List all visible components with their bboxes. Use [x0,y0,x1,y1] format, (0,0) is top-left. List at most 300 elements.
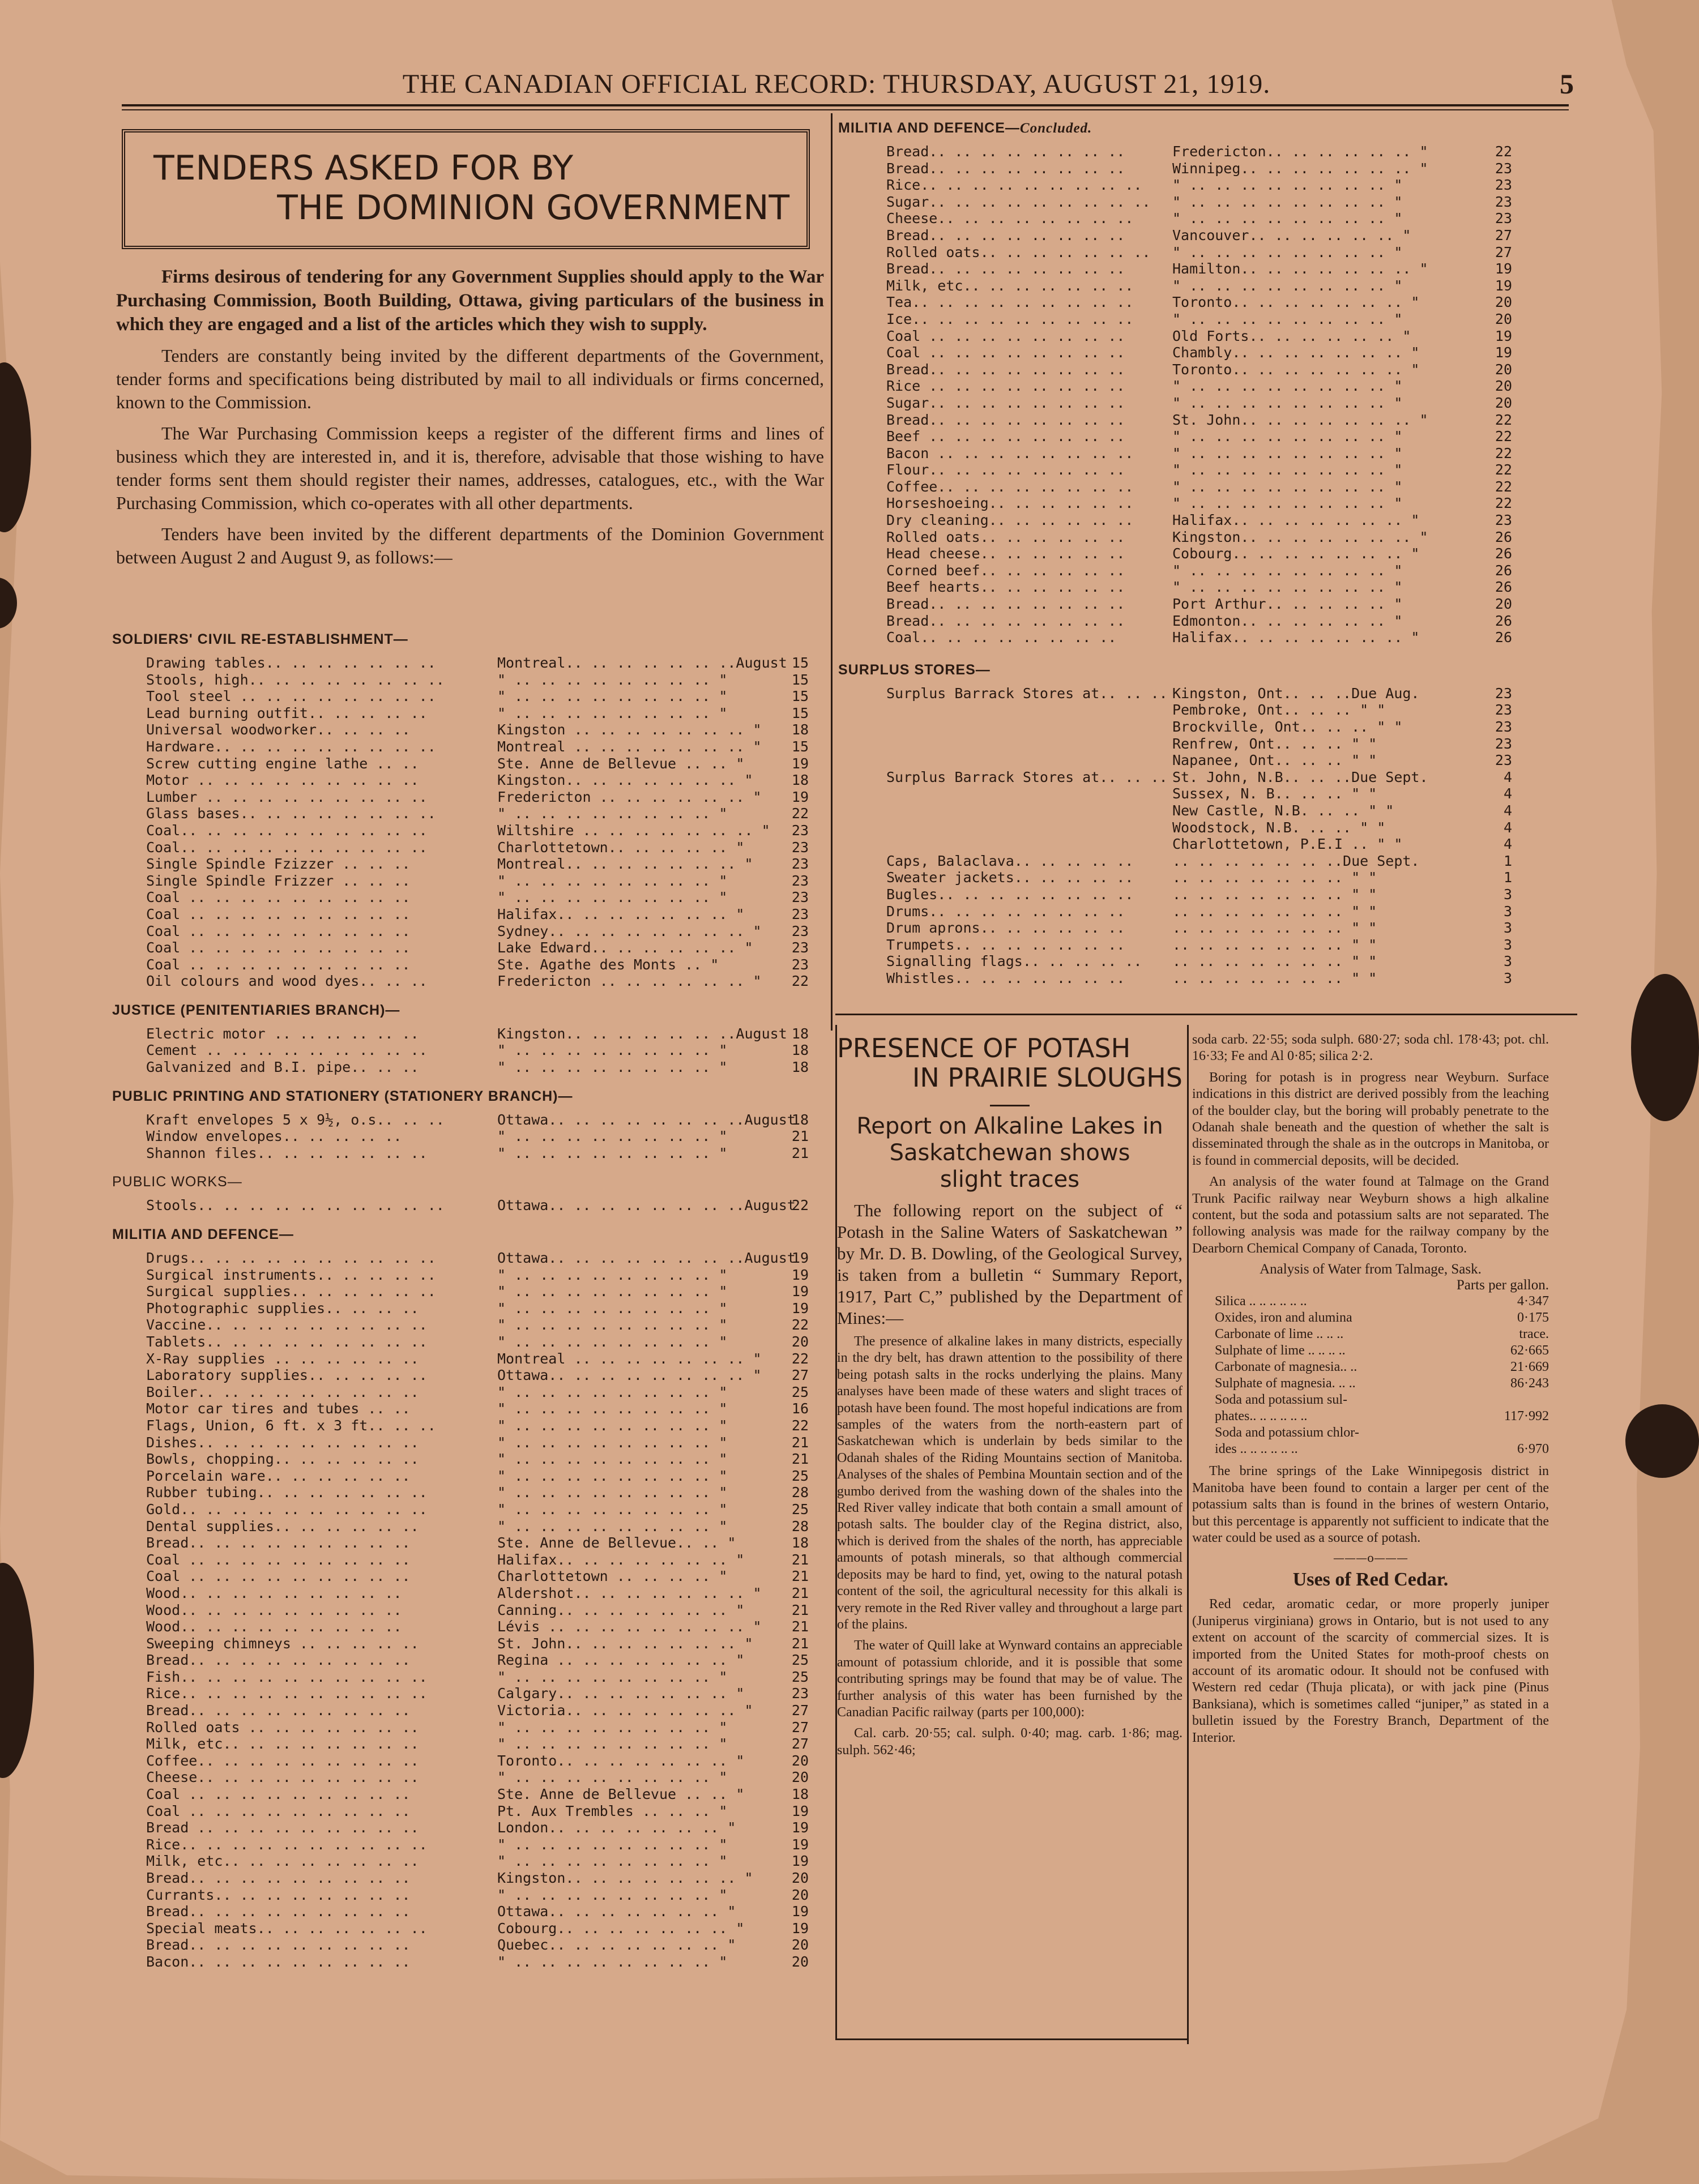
item-cell: Dry cleaning.. .. .. .. .. .. [886,512,1134,529]
item-cell: Horseshoeing.. .. .. .. .. .. [886,495,1134,512]
location-cell: Ste. Agathe des Monts .. " [497,956,719,973]
item-cell [838,752,1172,769]
location-cell: .. .. .. .. .. .. .. " " [1172,969,1377,986]
item-cell: Currants.. .. .. .. .. .. .. .. [146,1886,411,1903]
tender-row [112,1484,826,1501]
item-cell: Drugs.. .. .. .. .. .. .. .. .. .. [146,1250,436,1267]
location-cell: Napanee, Ont.. .. .. " " [1172,752,1377,769]
item-cell: Bread.. .. .. .. .. .. .. .. .. [146,1937,411,1954]
location-cell: " .. .. .. .. .. .. .. .. " [497,1886,728,1903]
item-cell: Rolled oats .. .. .. .. .. .. .. [146,1719,419,1736]
analysis-row [1192,1343,1549,1359]
intro-para-3: The War Purchasing Commission keeps a register of the different firms and lines of business which they are interested in, and it is, therefore, advisable that those wishing to have tender forms sent them should register their names, addresses, catalogues, etc., with the War Purchasing Commission, which co-operates with all other departments. [116,423,824,513]
item-cell: Window envelopes.. .. .. .. .. [146,1128,402,1145]
location-cell: Kingston.. .. .. .. .. .. .. " [497,772,753,789]
date-cell: 27 [1495,243,1512,260]
location-cell: " .. .. .. .. .. .. .. .. " [497,1283,728,1300]
item-cell: Milk, etc.. .. .. .. .. .. .. .. [146,1736,419,1753]
date-cell: 3 [1503,969,1512,986]
date-cell: 21 [791,1568,809,1585]
date-cell: 22 [1495,495,1512,512]
tender-row [112,655,826,672]
item-cell: Coal .. .. .. .. .. .. .. .. .. [146,1551,411,1568]
potash-para-3: Cal. carb. 20·55; cal. sulph. 0·40; mag. carb. 1·86; mag. sulph. 562·46; [837,1726,1183,1758]
potash-article-col2 [1192,1032,1549,1751]
item-cell: Galvanized and B.I. pipe.. .. .. [146,1059,419,1076]
location-cell: Halifax.. .. .. .. .. .. .. " [497,1551,745,1568]
location-cell: " .. .. .. .. .. .. .. .. " [1172,310,1403,327]
item-cell: Bread.. .. .. .. .. .. .. .. [886,411,1125,428]
item-cell: Bacon.. .. .. .. .. .. .. .. .. [146,1953,411,1970]
item-cell: Beef .. .. .. .. .. .. .. .. [886,428,1125,445]
analysis-row [1192,1375,1549,1392]
tender-row [112,1250,826,1267]
date-cell: 20 [791,1334,809,1350]
date-cell: 16 [791,1400,809,1417]
date-cell: 20 [791,1769,809,1786]
location-cell: " .. .. .. .. .. .. .. .. " [497,1128,728,1145]
item-cell: Rice.. .. .. .. .. .. .. .. .. .. [146,1685,428,1702]
item-cell: Porcelain ware.. .. .. .. .. .. [146,1467,411,1484]
item-cell: Stools.. .. .. .. .. .. .. .. .. .. [146,1197,445,1214]
location-cell: " .. .. .. .. .. .. .. .. " [1172,579,1403,596]
surplus-row [838,736,1574,753]
tender-row [112,1652,826,1669]
date-cell: 22 [1495,411,1512,428]
location-cell: " .. .. .. .. .. .. .. .. " [497,1451,728,1468]
date-cell: 25 [791,1668,809,1685]
item-cell: Coal .. .. .. .. .. .. .. .. .. [146,939,411,956]
analysis-substance: Carbonate of lime .. .. .. [1215,1327,1344,1342]
right-tender-tables [838,120,1574,987]
location-cell: " .. .. .. .. .. .. .. .. " [1172,378,1403,395]
date-cell: 1 [1503,852,1512,869]
item-cell: Tool steel .. .. .. .. .. .. .. .. [146,688,436,705]
location-cell: Halifax.. .. .. .. .. .. .. " [1172,512,1420,529]
item-cell: Ice.. .. .. .. .. .. .. .. .. [886,310,1134,327]
item-cell: Surplus Barrack Stores at.. .. .. [886,685,1168,702]
date-cell: 15 [791,655,809,671]
location-cell: Quebec.. .. .. .. .. .. .. " [497,1937,736,1954]
tender-row [112,721,826,738]
surplus-row [838,836,1574,853]
militia-row [838,596,1574,613]
location-cell: London.. .. .. .. .. .. .. " [497,1819,736,1836]
stain-right-2 [1625,1404,1699,1478]
date-cell: 1 [1503,869,1512,886]
location-cell: " .. .. .. .. .. .. .. .. " [1172,445,1403,461]
date-cell: 21 [791,1635,809,1652]
location-cell: Hamilton.. .. .. .. .. .. .. " [1172,260,1428,277]
date-cell: 20 [1495,378,1512,395]
tender-row [112,1870,826,1887]
item-cell: Boiler.. .. .. .. .. .. .. .. .. [146,1383,419,1400]
tender-row [112,1685,826,1702]
section-heading: JUSTICE (PENITENTIARIES BRANCH)— [112,1002,400,1018]
item-cell: Dental supplies.. .. .. .. .. .. [146,1518,419,1535]
date-cell: 19 [791,1903,809,1920]
date-cell: 18 [791,1042,809,1059]
date-cell: 21 [791,1618,809,1635]
item-cell: Rubber tubing.. .. .. .. .. .. .. [146,1484,428,1501]
date-cell: 23 [791,856,809,873]
tender-row [112,1618,826,1635]
tender-row [112,1853,826,1870]
item-cell: Coal .. .. .. .. .. .. .. .. .. [146,956,411,973]
location-cell: St. John.. .. .. .. .. .. .. " [1172,411,1428,428]
location-cell: " .. .. .. .. .. .. .. .. " [497,872,728,889]
tender-row [112,1417,826,1434]
militia-row [838,328,1574,345]
location-cell: Old Forts.. .. .. .. .. .. " [1172,327,1411,344]
tender-row [112,906,826,923]
item-cell: Cheese.. .. .. .. .. .. .. .. [886,210,1134,227]
item-cell: Sweater jackets.. .. .. .. .. [886,869,1134,886]
tender-row [112,1518,826,1535]
militia-row [838,512,1574,529]
location-cell: " .. .. .. .. .. .. .. .. " [497,1518,728,1535]
date-cell: 22 [791,805,809,822]
date-cell: 15 [791,688,809,705]
date-cell: 19 [791,1819,809,1836]
location-cell: Charlottetown, P.E.I .. " " [1172,836,1403,853]
cedar-separator: ———o——— [1333,1551,1408,1565]
location-cell: Calgary.. .. .. .. .. .. .. " [497,1685,745,1702]
tender-row [112,1719,826,1736]
date-cell: 23 [791,905,809,922]
date-cell: 20 [791,1953,809,1970]
date-cell: 18 [791,1786,809,1803]
analysis-value: 86·243 [1510,1376,1549,1391]
location-cell: " .. .. .. .. .. .. .. .. " [497,1434,728,1451]
date-cell: 25 [791,1383,809,1400]
tender-row [112,1451,826,1468]
tender-row [112,1836,826,1853]
page-number: 5 [1560,68,1574,100]
item-cell: Lead burning outfit.. .. .. .. .. [146,704,428,721]
date-cell: 19 [791,1853,809,1870]
item-cell: Sugar.. .. .. .. .. .. .. .. [886,394,1125,411]
date-cell: 20 [1495,294,1512,311]
intro-text [116,265,824,577]
potash-sub-2: Saskatchewan shows [889,1140,1130,1166]
item-cell: Photographic supplies.. .. .. .. [146,1300,419,1317]
item-cell: Bread.. .. .. .. .. .. .. .. .. [146,1870,411,1886]
date-cell: 19 [1495,327,1512,344]
surplus-row [838,937,1574,954]
potash-para-2: The water of Quill lake at Wynward contains an appreciable amount of potassium chloride, and it is possible that some contributing springs may be found that may be of value. The further analysis of this water has been furnished by the Canadian Pacific railway (parts per 100,000): [837,1638,1183,1720]
item-cell: Bread.. .. .. .. .. .. .. .. .. [146,1535,411,1552]
date-cell: 28 [791,1518,809,1535]
date-cell: 20 [1495,394,1512,411]
location-cell: Pt. Aux Trembles .. .. .. " [497,1802,728,1819]
location-cell: " .. .. .. .. .. .. .. .. " [497,1467,728,1484]
surplus-row [838,920,1574,937]
location-cell: " .. .. .. .. .. .. .. .. " [1172,193,1403,210]
item-cell: Bread.. .. .. .. .. .. .. .. [886,260,1125,277]
tender-row [112,1568,826,1585]
date-cell: 19 [1495,260,1512,277]
analysis-row [1192,1359,1549,1375]
item-cell: Kraft envelopes 5 x 9½, o.s.. .. .. [146,1111,445,1128]
potash-col2-para-3: An analysis of the water found at Talmage on the Grand Trunk Pacific railway near Weyburn shows a high alkaline content, but the soda and potassium salts are not separated. The following analysis was made for the railway company by the Dearborn Chemical Company of Canada, Toronto. [1192,1174,1549,1256]
tender-row [112,1317,826,1334]
tender-row [112,1334,826,1350]
location-cell: Ste. Anne de Bellevue .. .. " [497,1786,745,1803]
location-cell: " .. .. .. .. .. .. .. .. " [1172,478,1403,495]
location-cell: Kingston.. .. .. .. .. .. ..August [497,1025,787,1042]
date-cell: 26 [1495,545,1512,562]
date-cell: 26 [1495,579,1512,596]
analysis-title: Analysis of Water from Talmage, Sask. [1260,1262,1482,1277]
militia-concluded-title: MILITIA AND DEFENCE— [838,120,1020,136]
item-cell: Coal .. .. .. .. .. .. .. .. .. [146,905,411,922]
item-cell: Coal .. .. .. .. .. .. .. .. .. [146,922,411,939]
date-cell: 23 [1495,719,1512,735]
date-cell: 21 [791,1551,809,1568]
item-cell: Bread.. .. .. .. .. .. .. .. .. [146,1652,411,1669]
item-cell: Coal.. .. .. .. .. .. .. .. [886,629,1117,646]
location-cell: " .. .. .. .. .. .. .. .. " [497,1417,728,1434]
potash-lead: The following report on the subject of “ Potash in the Saline Waters of Saskatchewan ” by Mr. D. B. Dowling, of the Geological Survey, is taken from a bulletin “ Summary Report, 1917, Part C,” published by the Department of Mines:— [837,1200,1183,1328]
location-cell: " .. .. .. .. .. .. .. .. " [497,1853,728,1870]
item-cell: Bread.. .. .. .. .. .. .. .. [886,143,1125,160]
item-cell: Wood.. .. .. .. .. .. .. .. .. [146,1601,402,1618]
location-cell: Ottawa.. .. .. .. .. .. .. ..August [497,1111,796,1128]
date-cell: 23 [791,889,809,906]
date-cell: 28 [791,1484,809,1501]
militia-row [838,579,1574,596]
location-cell: " .. .. .. .. .. .. .. .. " [497,1383,728,1400]
date-cell: 23 [1495,685,1512,702]
location-cell: Edmonton.. .. .. .. .. .. " [1172,612,1403,629]
militia-row [838,445,1574,462]
date-cell: 23 [1495,177,1512,194]
potash-col2-para-1: soda carb. 22·55; soda sulph. 680·27; soda chl. 178·43; pot. chl. 16·33; Fe and Al 0·85; silica 2·2. [1192,1032,1549,1064]
militia-row [838,562,1574,579]
item-cell: Cement .. .. .. .. .. .. .. .. .. [146,1042,428,1059]
surplus-row [838,785,1574,802]
surplus-row [838,970,1574,987]
date-cell: 26 [1495,562,1512,579]
location-cell: " .. .. .. .. .. .. .. .. " [497,671,728,688]
location-cell: " .. .. .. .. .. .. .. .. " [497,1736,728,1753]
item-cell: Hardware.. .. .. .. .. .. .. .. .. [146,738,436,755]
section-rows [112,1025,826,1076]
date-cell: 20 [1495,361,1512,378]
date-cell: 23 [791,872,809,889]
article-top-rule [835,1014,1577,1015]
item-cell: Laboratory supplies.. .. .. .. .. [146,1367,428,1384]
date-cell: 27 [791,1736,809,1753]
analysis-row [1192,1425,1549,1441]
item-cell: Coal .. .. .. .. .. .. .. .. .. [146,1802,411,1819]
item-cell: Trumpets.. .. .. .. .. .. .. [886,936,1125,953]
date-cell: 21 [791,1434,809,1451]
date-cell: 22 [1495,461,1512,478]
militia-concluded-heading [838,120,1574,136]
intro-para-2: Tenders are constantly being invited by the different departments of the Government, tender forms and specifications being distributed by mail to all individuals or firms concerned, known to the Commission. [116,345,824,412]
intro-para-1: Firms desirous of tendering for any Government Supplies should apply to the War Purchasing Commission, Booth Building, Ottawa, giving particulars of the business in which they are engaged and a list of the articles which they wish to supply. [116,267,824,335]
item-cell: Shannon files.. .. .. .. .. .. .. [146,1144,428,1161]
date-cell: 21 [791,1451,809,1468]
date-cell: 19 [791,1802,809,1819]
item-cell: Oil colours and wood dyes.. .. .. [146,973,428,990]
item-cell: Surgical supplies.. .. .. .. .. .. [146,1283,436,1300]
item-cell: Coal .. .. .. .. .. .. .. .. .. [146,889,411,906]
date-cell: 3 [1503,903,1512,920]
item-cell: Bugles.. .. .. .. .. .. .. .. [886,886,1134,903]
militia-row [838,629,1574,646]
date-cell: 23 [1495,512,1512,529]
tender-row [112,856,826,873]
date-cell: 20 [1495,596,1512,613]
date-cell: 4 [1503,802,1512,819]
tender-row [112,1602,826,1619]
date-cell: 23 [1495,735,1512,752]
item-cell: Rice.. .. .. .. .. .. .. .. .. [886,177,1142,194]
date-cell: 4 [1503,836,1512,853]
date-cell: 18 [791,1535,809,1552]
tender-row [112,705,826,722]
item-cell: Coal.. .. .. .. .. .. .. .. .. .. [146,839,428,856]
item-cell: Single Spindle Fzizzer .. .. .. [146,856,411,873]
location-cell: Renfrew, Ont.. .. .. " " [1172,735,1377,752]
location-cell: " .. .. .. .. .. .. .. .. " [497,1668,728,1685]
location-cell: Chambly.. .. .. .. .. .. .. " [1172,344,1420,361]
location-cell: " .. .. .. .. .. .. .. .. " [497,805,728,822]
item-cell: Special meats.. .. .. .. .. .. .. [146,1920,428,1937]
item-cell: Bread.. .. .. .. .. .. .. .. [886,596,1125,613]
tender-row [112,873,826,890]
item-cell: Fish.. .. .. .. .. .. .. .. .. .. [146,1668,428,1685]
item-cell [838,736,1172,753]
surplus-row [838,853,1574,870]
date-cell: 15 [791,704,809,721]
item-cell: Wood.. .. .. .. .. .. .. .. .. [146,1618,402,1635]
militia-row [838,277,1574,294]
location-cell: Halifax.. .. .. .. .. .. .. " [497,905,745,922]
analysis-substance: Oxides, iron and alumina [1215,1310,1352,1326]
location-cell: " .. .. .. .. .. .. .. .. " [497,1144,728,1161]
potash-sub-1: Report on Alkaline Lakes in [856,1113,1163,1139]
tender-row [112,1350,826,1367]
location-cell: Toronto.. .. .. .. .. .. .. " [1172,361,1420,378]
militia-row [838,412,1574,429]
surplus-row [838,953,1574,970]
item-cell: Rice.. .. .. .. .. .. .. .. .. .. [146,1836,428,1853]
analysis-table [1192,1293,1549,1458]
date-cell: 22 [791,973,809,990]
stain-right-1 [1631,974,1699,1121]
cedar-body: Red cedar, aromatic cedar, or more properly juniper (Juniperus virginiana) grows in Ontario, but is not used to any extent on account of the scarcity of commercial sizes. It is imported from the United States for moth-proof chests on account of its aromatic odour. It should not be confused with Western red cedar (Thuja plicata), or with jack pine (Pinus Banksiana), which is sometimes called “juniper,” as stated in a bulletin issued by the Forestry Branch, Department of the Interior. [1192,1597,1549,1745]
analysis-row [1192,1408,1549,1425]
date-cell: 22 [791,1350,809,1367]
tender-row [112,1903,826,1920]
tender-row [112,973,826,990]
location-cell: Ottawa.. .. .. .. .. .. .. .. " [497,1367,762,1384]
tender-row [112,1400,826,1417]
date-cell: 21 [791,1128,809,1145]
surplus-heading: SURPLUS STORES— [838,661,991,678]
analysis-value: 6·970 [1517,1442,1549,1457]
militia-row [838,177,1574,194]
potash-headline-2: IN PRAIRIE SLOUGHS [912,1062,1183,1093]
date-cell: 22 [1495,428,1512,445]
location-cell: Cobourg.. .. .. .. .. .. .. " [1172,545,1420,562]
article-mid-rule [1187,1025,1189,2044]
location-cell: " .. .. .. .. .. .. .. .. " [1172,428,1403,445]
location-cell: St. John.. .. .. .. .. .. .. " [497,1635,753,1652]
location-cell: Kingston .. .. .. .. .. .. .. " [497,721,762,738]
location-cell: " .. .. .. .. .. .. .. .. " [497,1300,728,1317]
location-cell: " .. .. .. .. .. .. .. .. " [497,1042,728,1059]
article-bottom-rule [835,2038,1189,2040]
tender-row [112,1300,826,1317]
date-cell: 27 [791,1367,809,1384]
potash-col2-para-2: Boring for potash is in progress near Weyburn. Surface indications in this district are derived possibly from the leaching of the boulder clay, but the boring will probably penetrate to the Odanah shale beneath and the question of whether the salt is disseminated through the shale as in the outcrops in Manitoba, or is found in commercial deposits, will be decided. [1192,1070,1549,1168]
analysis-value: 62·665 [1510,1343,1549,1358]
tender-row [112,1702,826,1719]
analysis-value: trace. [1519,1327,1549,1342]
item-cell: Sugar.. .. .. .. .. .. .. .. .. [886,193,1151,210]
militia-row [838,244,1574,261]
surplus-rows [838,685,1574,987]
location-cell: " .. .. .. .. .. .. .. .. " [497,889,728,906]
date-cell: 23 [791,839,809,856]
item-cell: Corned beef.. .. .. .. .. .. [886,562,1125,579]
tender-row [112,772,826,789]
item-cell: Milk, etc.. .. .. .. .. .. .. .. [146,1853,419,1870]
tender-row [112,956,826,973]
date-cell: 23 [1495,210,1512,227]
location-cell: Montreal .. .. .. .. .. .. .. " [497,738,762,755]
headline-separator [990,1105,1030,1106]
date-cell: 4 [1503,785,1512,802]
location-cell: " .. .. .. .. .. .. .. .. " [1172,210,1403,227]
date-cell: 20 [791,1870,809,1886]
item-cell: Bread.. .. .. .. .. .. .. .. .. [146,1702,411,1719]
item-cell: Milk, etc.. .. .. .. .. .. .. [886,277,1134,294]
item-cell: Drums.. .. .. .. .. .. .. .. [886,903,1125,920]
potash-sub-3: slight traces [940,1166,1080,1193]
analysis-substance: ides .. .. .. .. .. .. [1215,1442,1298,1457]
location-cell: .. .. .. .. .. .. ..Due Sept. [1172,852,1420,869]
location-cell: " .. .. .. .. .. .. .. .. " [497,1266,728,1283]
location-cell: " .. .. .. .. .. .. .. .. " [1172,461,1403,478]
analysis-substance: Soda and potassium chlor- [1215,1425,1359,1441]
location-cell: Winnipeg.. .. .. .. .. .. .. " [1172,160,1428,177]
item-cell: Universal woodworker.. .. .. .. [146,721,411,738]
item-cell: Coal .. .. .. .. .. .. .. .. .. [146,1568,411,1585]
militia-row [838,194,1574,211]
tender-row [112,1803,826,1820]
location-cell: Kingston.. .. .. .. .. .. .. " [1172,528,1428,545]
date-cell: 25 [791,1501,809,1518]
tender-row [112,1384,826,1401]
militia-concluded-suffix: Concluded. [1019,121,1092,136]
section-rows [112,1250,826,1971]
section-heading: PUBLIC WORKS— [112,1174,242,1190]
item-cell: Coal .. .. .. .. .. .. .. .. .. [146,1786,411,1803]
location-cell: Pembroke, Ont.. .. .. " " [1172,702,1386,719]
item-cell: Drawing tables.. .. .. .. .. .. .. [146,655,436,671]
date-cell: 23 [791,956,809,973]
item-cell: Bread.. .. .. .. .. .. .. .. [886,226,1125,243]
item-cell: Surgical instruments.. .. .. .. .. [146,1266,436,1283]
location-cell: " .. .. .. .. .. .. .. .. " [1172,495,1403,512]
date-cell: 22 [791,1417,809,1434]
